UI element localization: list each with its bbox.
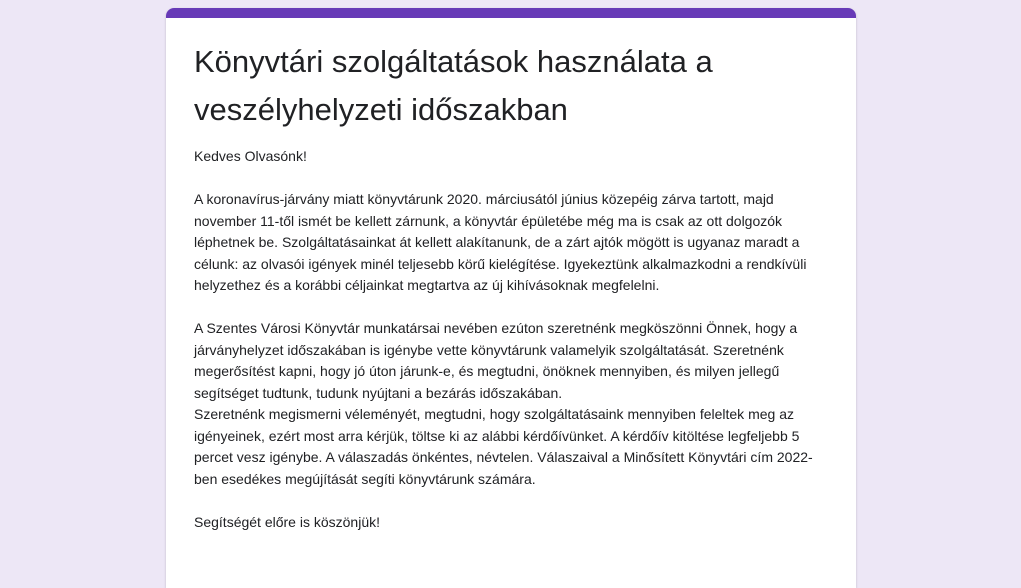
closing-text: Segítségét előre is köszönjük! [194, 513, 380, 530]
description-paragraph-1: A koronavírus-járvány miatt könyvtárunk 2020. márciusától június közepéig zárva tartott, majd november 11-től ismét be kellett zárnunk, a könyvtár épületébe még ma is csak az ott dolgozók léphetnek be. Szolgáltatásainkat át kellett alakítanunk, de a zárt ajtók mögött is ugyanaz maradt a célunk: az olvasói igények minél teljesebb körű kielégítése. Igyekeztünk alkalmazkodni a rendkívüli helyzethez és a korábbi céljainkat megtartva az új kihívásoknak megfelelni. [194, 191, 807, 293]
description-paragraph-2b: Szeretnénk megismerni véleményét, megtudni, hogy szolgáltatásaink mennyiben feleltek meg az igényeinek, ezért most arra kérjük, töltse ki az alábbi kérdőívünket. A kérdőív kitöltése legfeljebb 5 percet vesz igénybe. A válaszadás önkéntes, névtelen. Válaszaival a Minősített Könyvtári cím 2022-ben esedékes megújítását segíti könyvtárunk számára. [194, 406, 813, 487]
description-paragraph-2a: A Szentes Városi Könyvtár munkatársai nevében ezúton szeretnénk megköszönni Önnek, hogy a járványhelyzet időszakában is igénybe vette könyvtárunk valamelyik szolgáltatását. Szeretnénk megerősítést kapni, hogy jó úton járunk-e, és megtudni, önöknek mennyiben, és milyen jellegű segítséget tudtunk, tudunk nyújtani a bezárás időszakában. [194, 320, 798, 401]
paragraph-gap [194, 297, 832, 319]
form-description [194, 146, 832, 533]
paragraph-gap [194, 490, 832, 512]
paragraph-gap [194, 168, 832, 190]
card-content [166, 18, 856, 533]
form-header-card [166, 8, 856, 588]
form-title: Könyvtári szolgáltatások használata a veszélyhelyzeti időszakban [194, 44, 713, 127]
greeting-text: Kedves Olvasónk! [194, 148, 307, 164]
card-accent-bar [166, 8, 856, 18]
